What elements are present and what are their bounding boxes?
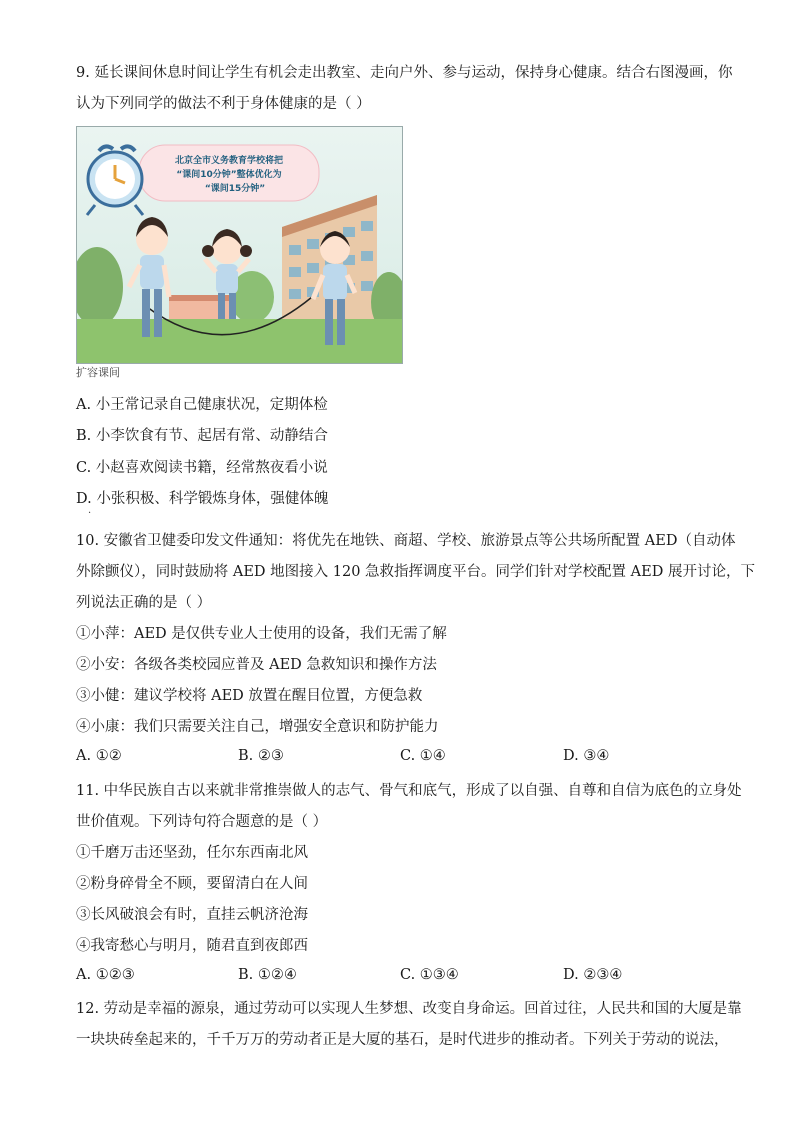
q10-choice-c: C. ①④ — [400, 748, 446, 764]
q12-stem-line2: 一块块砖垒起来的，千千万万的劳动者正是大厦的基石，是时代进步的推动者。下列关于劳动的说法， — [76, 1032, 729, 1048]
q10-statement-2: ②小安：各级各类校园应普及 AED 急救知识和操作方法 — [76, 657, 437, 673]
stray-mark: · — [88, 508, 92, 519]
q10-choice-b: B. ②③ — [238, 748, 284, 764]
q10-stem-line1: 10. 安徽省卫健委印发文件通知：将优先在地铁、商超、学校、旅游景点等公共场所配置 AED（自动体 — [76, 533, 736, 549]
cartoon-illustration — [77, 127, 402, 363]
q10-choices — [76, 748, 726, 768]
q10-stem-line2: 外除颤仪），同时鼓励将 AED 地图接入 120 急救指挥调度平台。同学们针对学校配置 AED 展开讨论，下 — [76, 564, 755, 580]
q11-choice-a: A. ①②③ — [76, 967, 135, 983]
q10-stem-line3: 列说法正确的是（ ） — [76, 595, 212, 611]
q10-choice-d: D. ③④ — [563, 748, 610, 764]
q9-option-a: A. 小王常记录自己健康状况，定期体检 — [76, 397, 328, 413]
announcement-banner — [139, 145, 319, 201]
q10-statement-1: ①小萍：AED 是仅供专业人士使用的设备，我们无需了解 — [76, 626, 447, 642]
banner-line2: “课间10分钟”整体优化为 — [176, 170, 282, 180]
q11-choice-d: D. ②③④ — [563, 967, 623, 983]
q11-statement-2: ②粉身碎骨全不顾，要留清白在人间 — [76, 876, 308, 892]
q11-stem-line2: 世价值观。下列诗句符合题意的是（ ） — [76, 814, 328, 830]
q10-choice-a: A. ①② — [76, 748, 122, 764]
figure-caption: 扩容课间 — [76, 366, 120, 379]
banner-line1: 北京全市义务教育学校将把 — [174, 156, 284, 166]
q9-stem-line2: 认为下列同学的做法不利于身体健康的是（ ） — [76, 96, 371, 112]
q9-stem-line1: 9. 延长课间休息时间让学生有机会走出教室、走向户外、参与运动，保持身心健康。结合右图漫画，你 — [76, 65, 733, 81]
q11-stem-line1: 11. 中华民族自古以来就非常推崇做人的志气、骨气和底气，形成了以自强、自尊和自信为底色的立身处 — [76, 783, 742, 799]
q9-option-d: D. 小张积极、科学锻炼身体，强健体魄 — [76, 491, 329, 507]
grass — [77, 319, 402, 363]
q9-cartoon-figure — [76, 126, 403, 364]
q10-statement-3: ③小健：建议学校将 AED 放置在醒目位置，方便急救 — [76, 688, 423, 704]
q11-choice-c: C. ①③④ — [400, 967, 459, 983]
q11-statement-4: ④我寄愁心与明月，随君直到夜郎西 — [76, 938, 308, 954]
q11-statement-1: ①千磨万击还坚劲，任尔东西南北风 — [76, 845, 308, 861]
q9-option-c: C. 小赵喜欢阅读书籍，经常熬夜看小说 — [76, 460, 328, 476]
q11-statement-3: ③长风破浪会有时，直挂云帆济沧海 — [76, 907, 308, 923]
q11-choices — [76, 967, 726, 987]
banner-line3: “课间15分钟” — [204, 184, 266, 194]
q12-stem-line1: 12. 劳动是幸福的源泉，通过劳动可以实现人生梦想、改变自身命运。回首过往，人民共和国的大厦是靠 — [76, 1001, 742, 1017]
q11-choice-b: B. ①②④ — [238, 967, 297, 983]
q9-option-b: B. 小李饮食有节、起居有常、动静结合 — [76, 428, 328, 444]
q10-statement-4: ④小康：我们只需要关注自己，增强安全意识和防护能力 — [76, 719, 439, 735]
